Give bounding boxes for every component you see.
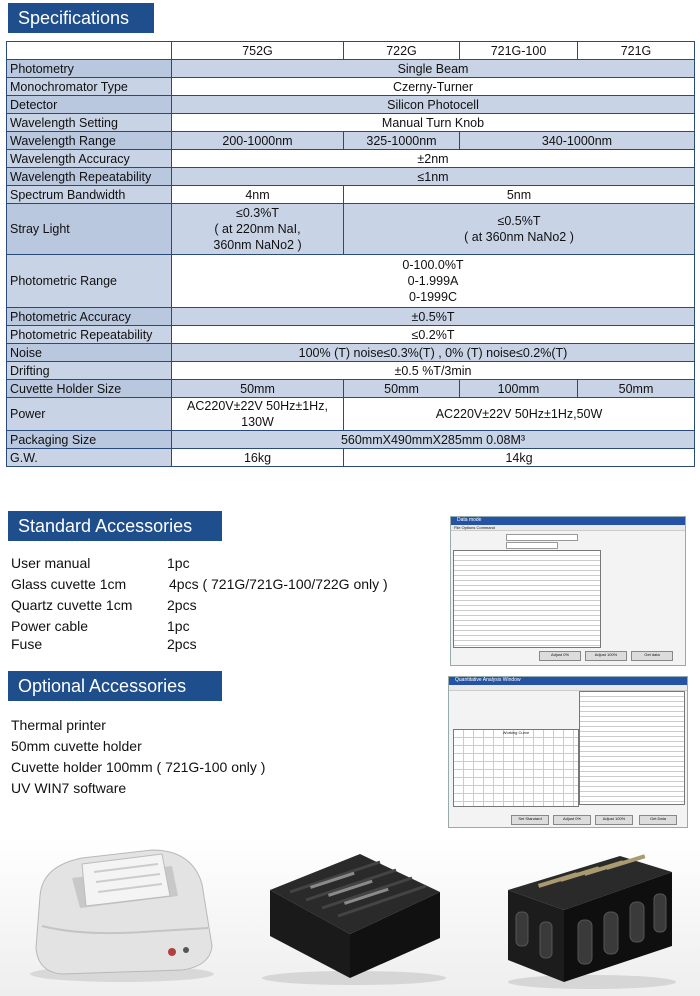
row-value-722g: 50mm bbox=[344, 380, 460, 398]
table-row bbox=[7, 114, 695, 132]
row-label: Wavelength Repeatability bbox=[7, 168, 172, 186]
model-752g: 752G bbox=[172, 42, 344, 60]
window-titlebar bbox=[451, 517, 685, 525]
table-row bbox=[7, 150, 695, 168]
table-row bbox=[7, 255, 695, 308]
row-label: Detector bbox=[7, 96, 172, 114]
get-data-button: Get Data bbox=[639, 815, 677, 825]
row-label: Spectrum Bandwidth bbox=[7, 186, 172, 204]
specifications-table bbox=[6, 41, 695, 467]
item-qty: 2pcs bbox=[167, 636, 197, 652]
menu-text: File Options Command bbox=[454, 525, 495, 530]
row-value: 560mmX490mmX285mm 0.08M³ bbox=[172, 431, 695, 449]
row-label: G.W. bbox=[7, 449, 172, 467]
standard-accessories-list bbox=[11, 553, 388, 652]
table-row bbox=[7, 60, 695, 78]
table-row bbox=[7, 308, 695, 326]
optional-accessories-heading: Optional Accessories bbox=[8, 671, 222, 701]
row-value: Manual Turn Knob bbox=[172, 114, 695, 132]
quantitative-screenshot bbox=[448, 676, 688, 828]
row-value: 100% (T) noise≤0.3%(T) , 0% (T) noise≤0.2%(T) bbox=[172, 344, 695, 362]
row-label: Stray Light bbox=[7, 204, 172, 255]
row-value: Czerny-Turner bbox=[172, 78, 695, 96]
table-row bbox=[7, 449, 695, 467]
window-title: Data mode bbox=[457, 517, 482, 523]
adjust-hundred-button: Adjust 100% bbox=[585, 651, 627, 661]
table-row bbox=[7, 398, 695, 431]
row-value-752g: 50mm bbox=[172, 380, 344, 398]
stray-others-line1: ≤0.5%T bbox=[497, 214, 541, 228]
stray-752g-line2: ( at 220nm NaI, bbox=[214, 222, 301, 236]
table-row bbox=[7, 204, 695, 255]
list-item bbox=[11, 634, 197, 652]
row-value: ±2nm bbox=[172, 150, 695, 168]
list-item: Cuvette holder 100mm ( 721G-100 only ) bbox=[11, 759, 266, 775]
row-value-others: AC220V±22V 50Hz±1Hz,50W bbox=[344, 398, 695, 431]
row-value-752g: 4nm bbox=[172, 186, 344, 204]
row-value: Single Beam bbox=[172, 60, 695, 78]
stray-752g-line3: 360nm NaNo2 ) bbox=[213, 238, 302, 252]
table-row bbox=[7, 132, 695, 150]
row-value: ±0.5 %T/3min bbox=[172, 362, 695, 380]
adjust-zero-button: Adjust 0% bbox=[553, 815, 591, 825]
ph-range-line2: 0-1.999A bbox=[407, 274, 459, 288]
row-label: Photometric Range bbox=[7, 255, 172, 308]
row-label: Power bbox=[7, 398, 172, 431]
cuvette-holder-100mm-image bbox=[500, 842, 680, 992]
table-row bbox=[7, 380, 695, 398]
specifications-heading: Specifications bbox=[8, 3, 154, 33]
list-item: UV WIN7 software bbox=[11, 780, 127, 796]
cuvette-holder-50mm-image bbox=[250, 848, 450, 988]
table-row bbox=[7, 96, 695, 114]
table-row bbox=[7, 431, 695, 449]
window-menubar bbox=[451, 525, 685, 531]
list-item: 50mm cuvette holder bbox=[11, 738, 142, 754]
window-titlebar bbox=[449, 677, 687, 685]
model-721g: 721G bbox=[578, 42, 695, 60]
row-value-722g: 325-1000nm bbox=[344, 132, 460, 150]
item-name: User manual bbox=[11, 555, 91, 571]
row-label: Monochromator Type bbox=[7, 78, 172, 96]
ph-range-line1: 0-100.0%T bbox=[402, 258, 464, 272]
item-qty: 1pc bbox=[167, 555, 190, 571]
standard-accessories-heading: Standard Accessories bbox=[8, 511, 222, 541]
adjust-zero-button: Adjust 0% bbox=[539, 651, 581, 661]
row-value-752g bbox=[172, 398, 344, 431]
sample-name-field bbox=[506, 534, 578, 541]
list-item bbox=[11, 595, 197, 616]
table-header-row bbox=[7, 42, 695, 60]
table-row bbox=[7, 362, 695, 380]
item-name: Quartz cuvette 1cm bbox=[11, 597, 133, 613]
row-label: Noise bbox=[7, 344, 172, 362]
row-value-721g-100: 100mm bbox=[460, 380, 578, 398]
row-value-721g: 340-1000nm bbox=[460, 132, 695, 150]
get-data-button: Get data bbox=[631, 651, 673, 661]
optional-accessories-list bbox=[11, 715, 265, 799]
item-name: Fuse bbox=[11, 636, 43, 652]
item-qty: 1pc bbox=[167, 618, 190, 634]
row-label: Wavelength Setting bbox=[7, 114, 172, 132]
set-standard-button: Set Standard bbox=[511, 815, 549, 825]
row-value-others: 14kg bbox=[344, 449, 695, 467]
list-item bbox=[11, 553, 190, 574]
row-value bbox=[172, 255, 695, 308]
list-item: Thermal printer bbox=[11, 717, 106, 733]
row-value-752g bbox=[172, 204, 344, 255]
row-value-others: 5nm bbox=[344, 186, 695, 204]
row-label: Photometric Repeatability bbox=[7, 326, 172, 344]
list-item bbox=[11, 574, 388, 595]
model-721g-100: 721G-100 bbox=[460, 42, 578, 60]
adjust-hundred-button: Adjust 100% bbox=[595, 815, 633, 825]
table-row bbox=[7, 344, 695, 362]
results-grid bbox=[579, 691, 685, 805]
header-empty-cell bbox=[7, 42, 172, 60]
row-label: Wavelength Range bbox=[7, 132, 172, 150]
data-grid bbox=[453, 550, 601, 648]
row-value-752g: 200-1000nm bbox=[172, 132, 344, 150]
row-value-752g: 16kg bbox=[172, 449, 344, 467]
item-name: Power cable bbox=[11, 618, 89, 634]
row-value-721g: 50mm bbox=[578, 380, 695, 398]
row-label: Photometry bbox=[7, 60, 172, 78]
table-row bbox=[7, 168, 695, 186]
table-row bbox=[7, 186, 695, 204]
row-label: Wavelength Accuracy bbox=[7, 150, 172, 168]
wavelength-field bbox=[506, 542, 558, 549]
thermal-printer-image bbox=[22, 836, 222, 986]
table-row bbox=[7, 326, 695, 344]
power-752g-line2: 130W bbox=[241, 415, 274, 429]
row-value: ≤0.2%T bbox=[172, 326, 695, 344]
stray-others-line2: ( at 360nm NaNo2 ) bbox=[464, 230, 574, 244]
row-value-others bbox=[344, 204, 695, 255]
stray-752g-line1: ≤0.3%T bbox=[236, 206, 279, 220]
row-label: Cuvette Holder Size bbox=[7, 380, 172, 398]
power-752g-line1: AC220V±22V 50Hz±1Hz, bbox=[187, 399, 328, 413]
window-title: Quantitative Analysis Window bbox=[455, 677, 521, 683]
table-row bbox=[7, 78, 695, 96]
ph-range-line3: 0-1999C bbox=[409, 290, 457, 304]
row-value: Silicon Photocell bbox=[172, 96, 695, 114]
row-value: ±0.5%T bbox=[172, 308, 695, 326]
data-mode-screenshot bbox=[450, 516, 686, 666]
item-name: Glass cuvette 1cm bbox=[11, 576, 127, 592]
item-qty: 2pcs bbox=[167, 597, 197, 613]
model-722g: 722G bbox=[344, 42, 460, 60]
row-label: Drifting bbox=[7, 362, 172, 380]
working-curve-chart bbox=[453, 729, 579, 807]
row-label: Packaging Size bbox=[7, 431, 172, 449]
row-value: ≤1nm bbox=[172, 168, 695, 186]
item-qty: 4pcs ( 721G/721G-100/722G only ) bbox=[169, 576, 388, 592]
row-label: Photometric Accuracy bbox=[7, 308, 172, 326]
chart-title: Working Curve bbox=[502, 730, 530, 735]
